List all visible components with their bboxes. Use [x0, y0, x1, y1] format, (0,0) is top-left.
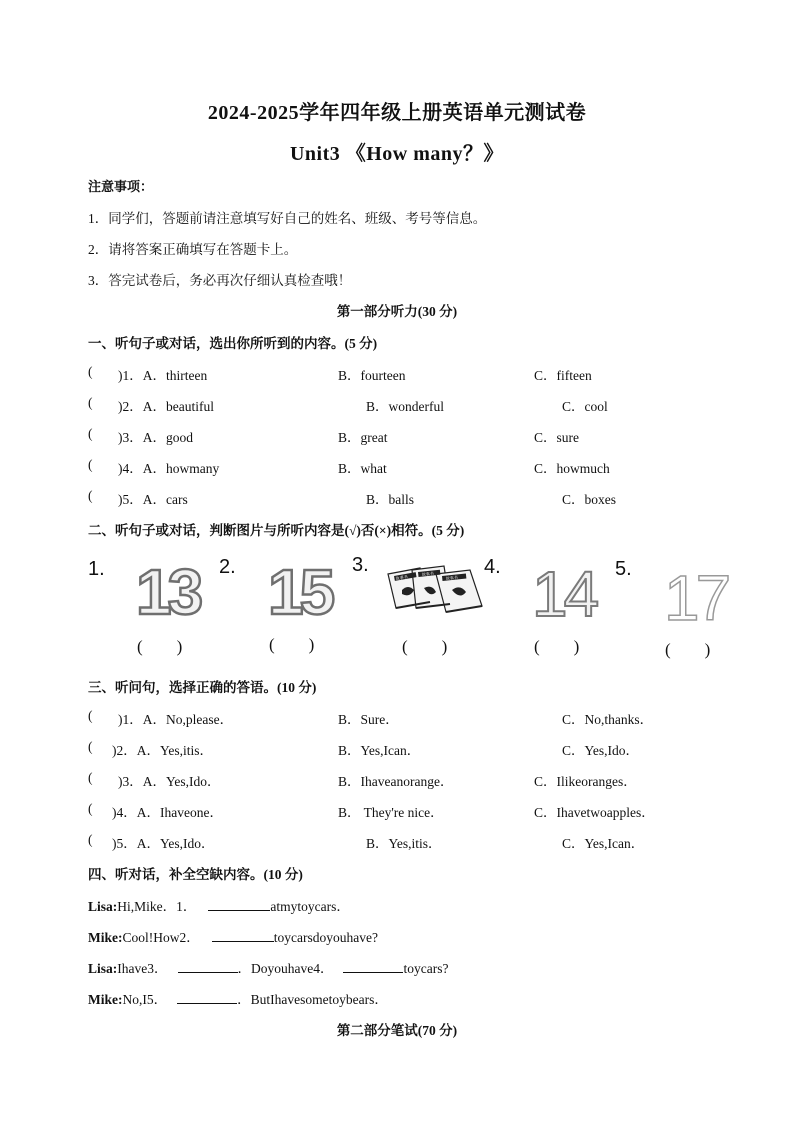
question-row: [88, 395, 728, 415]
question-option-a: )3．A．good: [118, 430, 193, 445]
picture-label: 4.: [484, 556, 501, 578]
answer-blank[interactable]: [212, 928, 274, 942]
dialogue-text: Cool!How2．: [122, 930, 200, 945]
answer-paren-open: (: [88, 739, 93, 754]
answer-paren-open: (: [88, 708, 93, 723]
answer-paren-open: (: [88, 488, 93, 503]
question-option-b: B．Ihaveanorange．: [338, 774, 454, 789]
speaker-name: Lisa:: [88, 899, 118, 914]
answer-blank[interactable]: [177, 990, 237, 1004]
dialogue-text: Hi,Mike．1．: [117, 899, 197, 914]
dialogue-line: [88, 895, 350, 915]
answer-paren: ( ): [665, 640, 711, 659]
question-option-b: B． They're nice．: [338, 805, 444, 820]
question-option-b: B．Sure．: [338, 712, 399, 727]
speaker-name: Mike:: [88, 930, 123, 945]
question-option-b: B．balls: [366, 492, 415, 507]
question-option-a: )2．A．beautiful: [118, 399, 214, 414]
question-option-a: )1．A．thirteen: [118, 368, 208, 383]
question-row: [88, 801, 728, 821]
speaker-name: Lisa:: [88, 961, 118, 976]
svg-text:故事书: 故事书: [395, 573, 408, 581]
question-option-a: )1．A．No,please．: [118, 712, 234, 727]
answer-blank[interactable]: [178, 959, 238, 973]
question-row: [88, 364, 728, 384]
svg-text:故事书: 故事书: [445, 574, 459, 581]
question-option-b: B．great: [338, 430, 388, 445]
dialogue-line: [88, 926, 378, 946]
picture-label: 1.: [88, 558, 105, 580]
question-option-c: C．howmuch: [534, 461, 610, 476]
question-option-b: B．fourteen: [338, 368, 406, 383]
question-option-b: B．Yes,Ican．: [338, 743, 421, 758]
answer-paren-open: (: [88, 364, 93, 379]
dialogue-text: ．ButIhavesometoybears．: [237, 992, 388, 1007]
dialogue-text: toycarsdoyouhave?: [273, 930, 378, 945]
part2-title: 第二部分笔试(70 分): [336, 1023, 458, 1038]
answer-paren-open: (: [88, 801, 93, 816]
notice-heading: 注意事项：: [88, 179, 154, 194]
dialogue-text: Ihave3．: [117, 961, 168, 976]
question-option-c: C．cool: [562, 399, 608, 414]
question-option-a: )5．A．cars: [118, 492, 188, 507]
number-picture: 14: [532, 558, 596, 630]
question-row: [88, 426, 728, 446]
picture-label: 3.: [352, 554, 369, 576]
question-option-c: C．No,thanks．: [562, 712, 654, 727]
number-picture: 17: [664, 562, 728, 634]
answer-paren: ( ): [137, 637, 183, 656]
number-picture: 13: [136, 556, 200, 628]
question-option-b: B．wonderful: [366, 399, 444, 414]
question-option-c: C．fifteen: [534, 368, 592, 383]
picture-label: 2.: [219, 556, 236, 578]
question-option-a: )5．A．Yes,Ido．: [112, 836, 215, 851]
notice-item: 2．请将答案正确填写在答题卡上。: [88, 242, 298, 257]
question-option-a: )4．A．howmany: [118, 461, 220, 476]
unit-subtitle: Unit3 《How many？》: [289, 143, 505, 165]
question-option-c: C．Ihavetwoapples．: [534, 805, 655, 820]
svg-text:故事书: 故事书: [421, 570, 435, 577]
dialogue-text: No,I5．: [122, 992, 168, 1007]
question-option-b: B．what: [338, 461, 387, 476]
answer-blank[interactable]: [343, 959, 403, 973]
number-picture: 15: [268, 556, 332, 628]
dialogue-text: atmytoycars．: [270, 899, 350, 914]
question-option-a: )2．A．Yes,itis．: [112, 743, 214, 758]
section3-heading: 三、听问句，选择正确的答语。(10 分): [88, 680, 317, 695]
section4-heading: 四、听对话，补全空缺内容。(10 分): [88, 867, 303, 882]
answer-paren: ( ): [402, 637, 448, 656]
question-option-a: )3．A．Yes,Ido．: [118, 774, 221, 789]
question-option-a: )4．A．Ihaveone．: [112, 805, 223, 820]
answer-paren-open: (: [88, 395, 93, 410]
question-option-c: C．Ilikeoranges．: [534, 774, 637, 789]
question-option-b: B．Yes,itis．: [366, 836, 442, 851]
answer-blank[interactable]: [208, 897, 270, 911]
dialogue-line: [88, 988, 388, 1008]
question-row: [88, 457, 728, 477]
answer-paren: ( ): [534, 637, 580, 656]
speaker-name: Mike:: [88, 992, 123, 1007]
question-option-c: C．sure: [534, 430, 579, 445]
section1-heading: 一、听句子或对话，选出你所听到的内容。(5 分): [88, 336, 378, 351]
exam-title: 2024-2025学年四年级上册英语单元测试卷: [207, 102, 587, 124]
answer-paren-open: (: [88, 426, 93, 441]
answer-paren-open: (: [88, 832, 93, 847]
dialogue-text: toycars?: [403, 961, 449, 976]
dialogue-line: [88, 957, 448, 977]
question-option-c: C．Yes,Ican．: [562, 836, 645, 851]
answer-paren: ( ): [269, 635, 315, 654]
storybooks-picture: [384, 560, 484, 620]
picture-label: 5.: [615, 558, 632, 580]
answer-paren-open: (: [88, 457, 93, 472]
answer-paren-open: (: [88, 770, 93, 785]
notice-item: 3．答完试卷后，务必再次仔细认真检查哦！: [88, 273, 352, 288]
question-option-c: C．Yes,Ido．: [562, 743, 640, 758]
question-row: [88, 739, 728, 759]
question-row: [88, 708, 728, 728]
question-row: [88, 488, 728, 508]
question-row: [88, 770, 728, 790]
notice-item: 1．同学们，答题前请注意填写好自己的姓名、班级、考号等信息。: [88, 211, 487, 226]
dialogue-text: ．Doyouhave4．: [237, 961, 334, 976]
section2-heading: 二、听句子或对话，判断图片与所听内容是(√)否(×)相符。(5 分): [88, 523, 465, 538]
question-row: [88, 832, 728, 852]
part1-title: 第一部分听力(30 分): [336, 304, 458, 319]
question-option-c: C．boxes: [562, 492, 616, 507]
